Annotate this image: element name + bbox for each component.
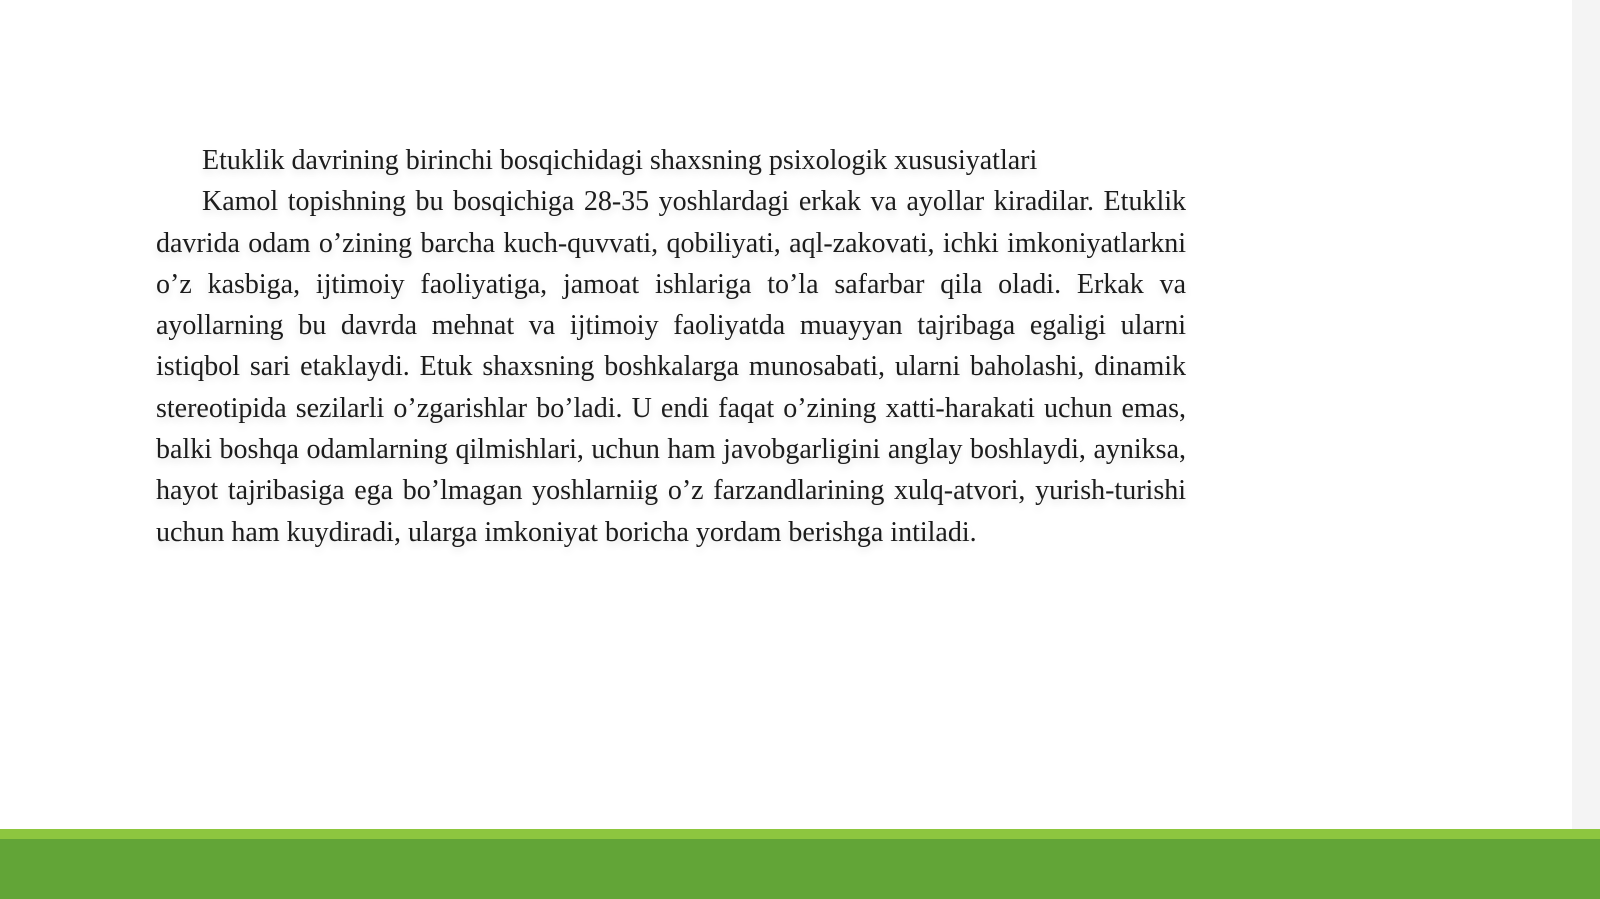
footer-main-bar	[0, 839, 1600, 899]
slide-edge	[1572, 0, 1600, 899]
body-paragraph: Kamol topishning bu bosqichiga 28-35 yoshlardagi erkak va ayollar kiradilar. Etuklik davrida odam o’zining barcha kuch-quvvati, qobiliyati, aql-zakovati, ichki imkoniyatlarkni o’z kasbiga, ijtimoiy faoliyatiga, jamoat ishlariga to’la safarbar qila oladi. Erkak va ayollarning bu davrda mehnat va ijtimoiy faoliyatda muayyan tajribaga egaligi ularni istiqbol sari etaklaydi. Etuk shaxsning boshkalarga munosabati, ularni baholashi, dinamik stereotipida sezilarli o’zgarishlar bo’ladi. U endi faqat o’zining xatti-harakati uchun emas, balki boshqa odamlarning qilmishlari, uchun ham javobgarligini anglay boshlaydi, ayniksa, hayot tajribasiga ega bo’lmagan yoshlarniig o’z farzandlarining xulq-atvori, yurish-turishi uchun ham kuydiradi, ularga imkoniyat boricha yordam berishga intiladi.	[156, 186, 1186, 548]
slide-title: Etuklik davrining birinchi bosqichidagi shaxsning psixologik xususiyatlari	[202, 145, 1038, 176]
footer-band	[0, 829, 1600, 899]
footer-stripe	[0, 829, 1600, 839]
slide-text-body	[156, 140, 1186, 553]
